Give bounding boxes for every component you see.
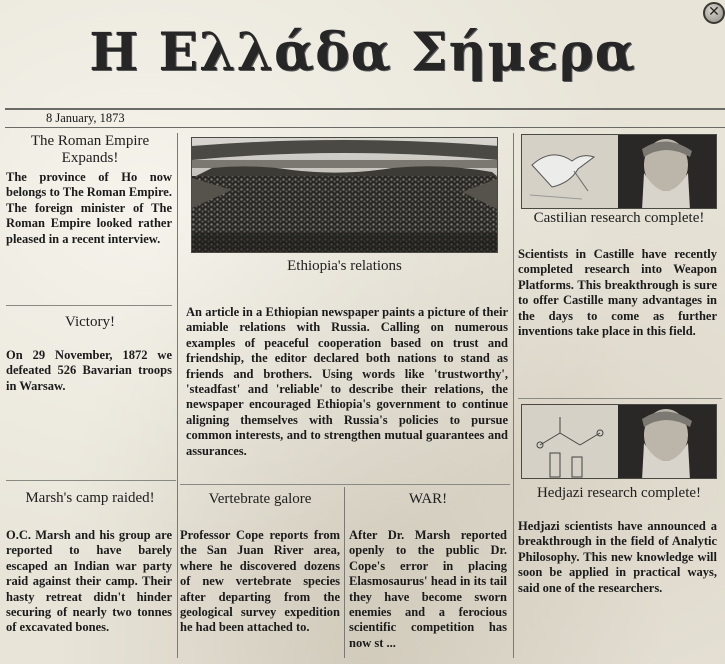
article-headline-hedjaz: Hedjazi research complete! (536, 485, 702, 501)
article-headline-war: WAR! (408, 491, 448, 507)
article-headline-vertebrate: Vertebrate galore (208, 491, 312, 507)
column-divider-1 (177, 133, 178, 658)
article-body-hedjaz: Hedjazi scientists have announced a breakthrough in the field of Analytic Philosophy. This new knowledge will soon be applied in practical ways, said one of the researchers. (518, 519, 717, 595)
article-divider (6, 305, 172, 306)
article-body-war: After Dr. Marsh reported openly to the public Dr. Cope's error in placing Elasmosaurus' head in its tail they have become sworn enemies and a ferocious scientific competition has now st ... (349, 528, 507, 650)
close-button[interactable] (703, 2, 725, 24)
dateline: 8 January, 1873 (46, 111, 125, 125)
column-divider-3 (344, 487, 345, 658)
newspaper-title: Η Ελλάδα Σήμερα (89, 22, 636, 83)
article-headline-castile: Castilian research complete! (533, 210, 705, 226)
crowd-photo (191, 137, 498, 253)
article-body-vertebrate: Professor Cope reports from the San Juan River area, where he discovered dozens of new vertebrate species after departing from the geological survey expedition he had been attached to. (180, 528, 340, 635)
hedjaz-research-image (521, 404, 717, 479)
article-divider (518, 398, 722, 399)
crowd-photo-image (192, 138, 498, 253)
masthead-rule-bottom (5, 127, 725, 128)
article-body-roman: The province of Ho now belongs to The Roman Empire. The foreign minister of The Roman Empire looked rather pleased in a recent interview. (6, 170, 172, 246)
castile-research-image (521, 134, 717, 209)
article-body-marsh: O.C. Marsh and his group are reported to have barely escaped an Indian war party raid against their camp. Their hasty retreat didn't hinder securing of nearly two tonnes of excavated bones. (6, 528, 172, 635)
article-body-castile: Scientists in Castille have recently completed research into Weapon Platforms. This breakthrough is sure to offer Castille many advantages in the days to come as further inventions take place in this field. (518, 247, 717, 339)
article-headline-ethiopia: Ethiopia's relations (287, 258, 402, 274)
close-icon: ✕ (708, 4, 720, 20)
article-headline-marsh: Marsh's camp raided! (25, 490, 155, 506)
article-headline-roman: The Roman Empire Expands! (30, 133, 150, 166)
column-divider-2 (513, 133, 514, 658)
article-body-victory: On 29 November, 1872 we defeated 526 Bavarian troops in Warsaw. (6, 348, 172, 393)
article-body-ethiopia: An article in a Ethiopian newspaper paints a picture of their amiable relations with Russia. Calling on numerous examples of peaceful cooperation based on trust and friendship, the editor declared both nations to stand as friends and brothers. Using words like 'trustworthy', 'steadfast' and 'reliable' to describe their relations, the newspaper encouraged Ethiopia's government to continue aligning themselves with Russia's policies to pursue common interests, and to strengthen mutual guarantees and assurances. (186, 305, 508, 458)
article-divider (6, 480, 176, 481)
masthead-rule-top (5, 108, 725, 110)
article-headline-victory: Victory! (65, 314, 115, 330)
article-divider (180, 484, 510, 485)
